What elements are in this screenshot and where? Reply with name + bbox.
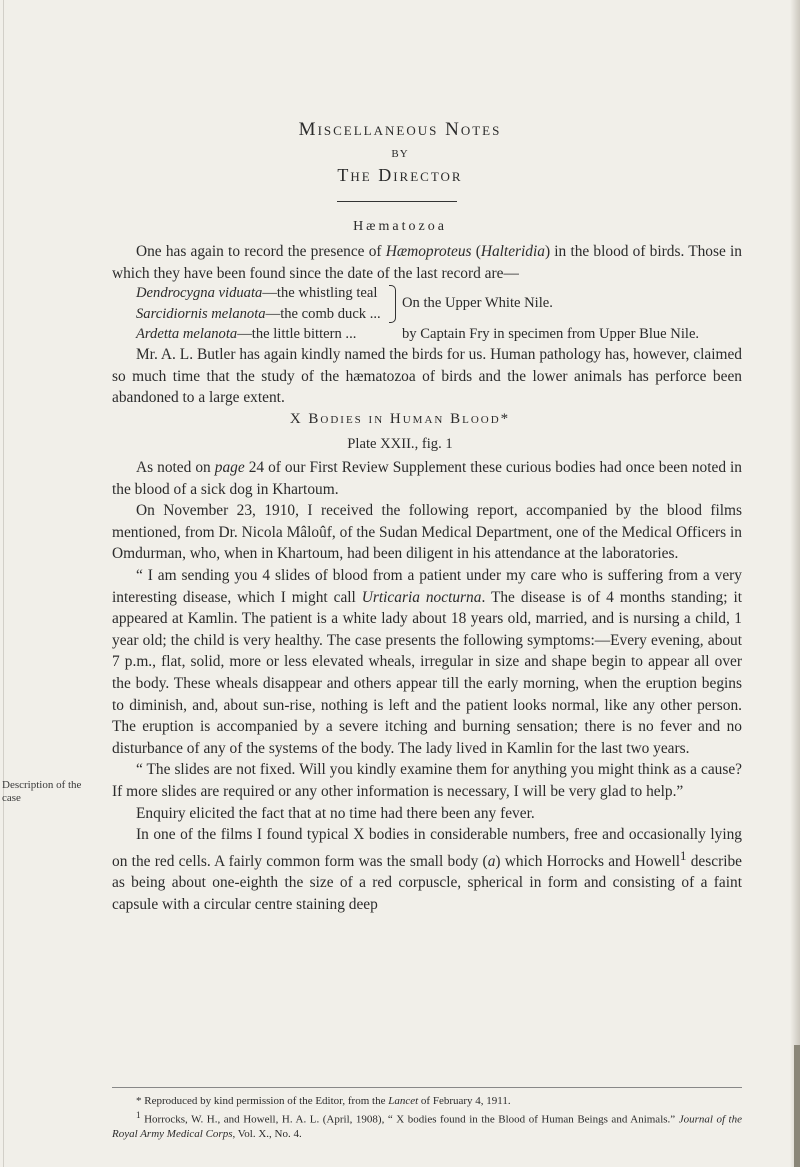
disease-name: Urticaria nocturna — [361, 588, 482, 606]
text-span: 24 of our First Review Supplement these curious bodies had once been noted in the blood of a sick dog in Khartoum. — [112, 459, 743, 498]
section-heading-haematozoa: Hæmatozoa — [353, 219, 447, 234]
journal-name: Journal of the Royal Army Medical Corps — [112, 1113, 742, 1140]
page-edge-mark — [794, 1045, 800, 1167]
text-span: of February 4, 1911. — [418, 1095, 511, 1107]
bird-description: —the little bittern ... — [237, 326, 357, 342]
text-span: As noted on — [136, 459, 215, 476]
journal-name: Lancet — [388, 1095, 419, 1107]
paragraph — [112, 457, 742, 500]
bird-name: Sarcidiornis melanota — [136, 305, 266, 322]
text-span: . The disease is of 4 months standing; it appeared at Kamlin. The patient is a white lady about 18 years old, married, and is nursing a child, 1 year old; the child is very healthy. The case presents the following symptoms:—Every evening, about 7 p.m., flat, solid, more or less elevated wheals, irregular in size and shape begin to appear all over the body. These wheals disappear and others appear till the early morning, when the eruption begins to diminish, and, about sun-rise, nothing is left and the patient looks normal, like any other person. The eruption is accompanied by a severe itching and burning sensation; there is no fever and no disturbance of any of the systems of the body. The lady lived in Kamlin for the last two years. — [112, 588, 743, 757]
paragraph: Enquiry elicited the fact that at no time had there been any fever. — [136, 804, 535, 822]
closing-paragraph: Mr. A. L. Butler has again kindly named the birds for us. Human pathology has, however, claimed so much time that the study of the hæmatozoa of birds and the lower animals has perforce been abandoned to a large extent. — [112, 346, 742, 407]
page-link[interactable]: page — [214, 459, 245, 476]
text-span: describe as being about one-eighth the size of a red corpuscle, spherical in form and consisting of a faint capsule with a circular centre staining deep — [112, 852, 743, 913]
bird-list — [136, 283, 746, 345]
section-heading-x-bodies: X Bodies in Human Blood* — [289, 411, 511, 427]
subgenus-name: Halteridia — [480, 243, 545, 260]
text-span: In one of the films I found typical X bodies in considerable numbers, free and occasionally lying on the red cells. A fairly common form was the small body ( — [112, 826, 742, 870]
x-bodies-body — [112, 457, 742, 916]
footnote — [112, 1108, 742, 1141]
text-span: Horrocks, W. H., and Howell, H. A. L. (April, 1908), “ X bodies found in the Blood of Human Beings and Animals.” — [140, 1113, 679, 1126]
bird-row — [136, 324, 746, 345]
intro-text-3: ) in the blood of birds. Those in which they have been found since the date of the last record are— — [112, 243, 742, 282]
margin-note: Description of the case — [2, 779, 82, 804]
label-a: a — [487, 852, 496, 870]
bird-location: On the Upper White Nile. — [402, 295, 553, 311]
bird-row — [136, 283, 746, 311]
footnote-rule — [112, 1087, 742, 1088]
text-span: “ I am sending you 4 slides of blood from a patient under my care who is suffering from a very interesting disease, which I might call — [112, 566, 742, 606]
bird-row — [136, 304, 746, 325]
intro-text-2: ( — [471, 243, 481, 260]
bird-name: Dendrocygna viduata — [136, 285, 263, 301]
bird-name: Ardetta melanota — [136, 326, 238, 342]
paragraph: “ The slides are not fixed. Will you kindly examine them for anything you might think as a cause? If more slides are required or any other information is necessary, I will be very glad to help.” — [112, 761, 742, 800]
footnote — [112, 1094, 742, 1108]
genus-name: Hæmoproteus — [385, 243, 472, 260]
paragraph: On November 23, 1910, I received the following report, accompanied by the blood films mentioned, from Dr. Nicola Mâloûf, of the Sudan Medical Department, one of the Medical Officers in Omdurman, who, when in Khartoum, had been diligent in his attendance at the laboratories. — [112, 502, 742, 563]
bird-description: —the whistling teal — [262, 285, 378, 301]
footnote-ref[interactable]: 1 — [680, 848, 687, 863]
page-title: Miscellaneous Notes — [298, 119, 502, 140]
paragraph — [112, 565, 742, 759]
author-title: The Director — [337, 165, 463, 185]
haematozoa-intro — [112, 241, 742, 284]
footnote-number: 1 — [136, 1110, 141, 1120]
intro-text-1: One has again to record the presence of — [136, 243, 386, 260]
plate-reference: Plate XXII., fig. 1 — [347, 436, 453, 452]
haematozoa-closing — [112, 344, 742, 409]
byline-label: BY — [391, 148, 409, 160]
title-rule — [337, 201, 457, 202]
text-span: , Vol. X., No. 4. — [232, 1127, 302, 1140]
bird-description: —the comb duck ... — [265, 305, 381, 322]
footnotes — [112, 1094, 742, 1141]
text-span: * Reproduced by kind permission of the Editor, from the — [136, 1095, 389, 1107]
paragraph — [112, 824, 742, 916]
bird-source: by Captain Fry in specimen from Upper Blue Nile. — [402, 326, 700, 342]
text-span: ) which Horrocks and Howell — [495, 852, 681, 870]
